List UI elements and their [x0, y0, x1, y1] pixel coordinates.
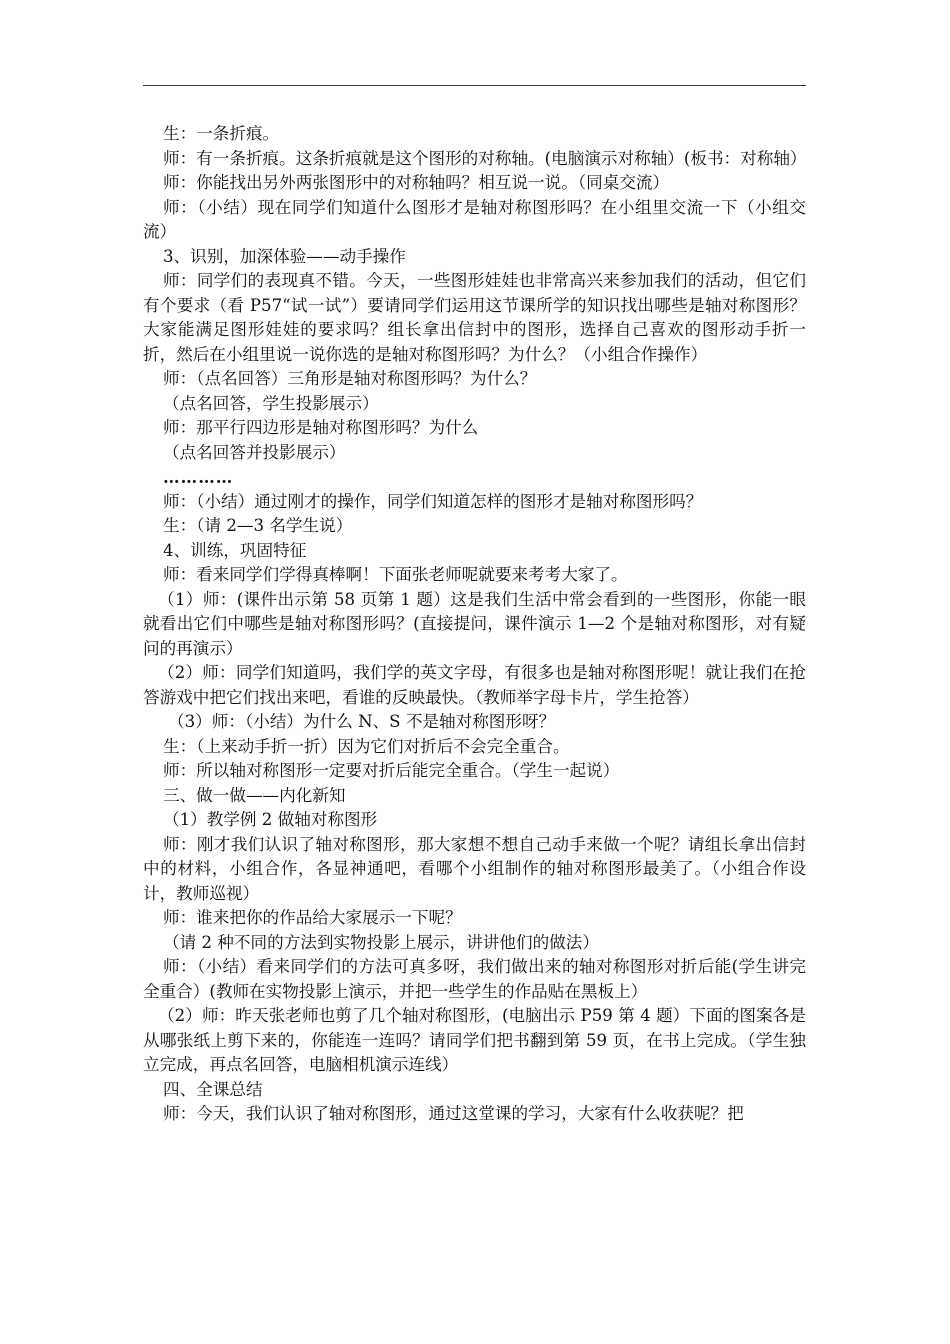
- paragraph: 师：你能找出另外两张图形中的对称轴吗？相互说一说。（同桌交流）: [163, 173, 670, 192]
- paragraph: （2）师：昨天张老师也剪了几个轴对称图形，(电脑出示 P59 第 4 题）下面的图案各是从哪张纸上剪下来的，你能连一连吗？请同学们把书翻到第 59 页，在书上完成。（学生独立完成，再点名回答，电脑相机演示连线）: [143, 1006, 806, 1074]
- paragraph: 师：那平行四边形是轴对称图形吗？为什么: [163, 418, 479, 437]
- paragraph: （请 2 种不同的方法到实物投影上展示，讲讲他们的做法）: [163, 932, 599, 952]
- paragraph: 师：（小结）通过刚才的操作，同学们知道怎样的图形才是轴对称图形吗？: [163, 491, 703, 511]
- paragraph: 师：（点名回答）三角形是轴对称图形吗？为什么？: [163, 369, 537, 388]
- paragraph: （点名回答并投影展示）: [163, 442, 346, 462]
- paragraph: 生：一条折痕。: [163, 124, 280, 143]
- section-heading: 三、做一做——内化新知: [163, 785, 346, 805]
- paragraph: （3）师：（小结）为什么 N、S 不是轴对称图形呀？: [168, 712, 556, 731]
- paragraph: 师：谁来把你的作品给大家展示一下呢？: [163, 908, 462, 927]
- paragraph: 师：（小结）现在同学们知道什么图形才是轴对称图形吗？在小组里交流一下（小组交流）: [143, 197, 806, 241]
- header-rule: [143, 85, 806, 86]
- document-body: [143, 122, 806, 1127]
- paragraph: （2）师：同学们知道吗，我们学的英文字母，有很多也是轴对称图形呢！就让我们在抢答游戏中把它们找出来吧，看谁的反映最快。（教师举字母卡片，学生抢答）: [143, 663, 806, 707]
- ellipsis-line: …………: [163, 467, 234, 487]
- paragraph: 师：所以轴对称图形一定要对折后能完全重合。（学生一起说）: [163, 761, 620, 780]
- paragraph: 生：（上来动手折一折）因为它们对折后不会完全重合。: [163, 736, 570, 756]
- paragraph: 师：同学们的表现真不错。今天，一些图形娃娃也非常高兴来参加我们的活动，但它们有个要求（看 P57“试一试”）要请同学们运用这节课所学的知识找出哪些是轴对称图形？大家能满足图形娃娃的要求吗？组长拿出信封中的图形，选择自己喜欢的图形动手折一折，然后在小组里说一说你选的是轴对称图形吗？为什么？（小组合作操作）: [143, 271, 806, 364]
- paragraph: 师：刚才我们认识了轴对称图形，那大家想不想自己动手来做一个呢？请组长拿出信封中的材料，小组合作，各显神通吧，看哪个小组制作的轴对称图形最美了。（小组合作设计，教师巡视）: [143, 834, 806, 903]
- paragraph: （1）师：(课件出示第 58 页第 1 题）这是我们生活中常会看到的一些图形，你能一眼就看出它们中哪些是轴对称图形吗？(直接提问，课件演示 1—2 个是轴对称图形，对有疑问的再演示）: [143, 589, 806, 658]
- paragraph: 师：（小结）看来同学们的方法可真多呀，我们做出来的轴对称图形对折后能(学生讲完全重合）(教师在实物投影上演示，并把一些学生的作品贴在黑板上）: [143, 957, 806, 1001]
- section-heading: 4、训练，巩固特征: [163, 540, 307, 560]
- paragraph: （1）教学例 2 做轴对称图形: [163, 810, 378, 829]
- paragraph: （点名回答，学生投影展示）: [163, 393, 379, 413]
- section-heading: 四、全课总结: [163, 1079, 263, 1099]
- section-heading: 3、识别，加深体验——动手操作: [163, 246, 406, 266]
- paragraph: 师：有一条折痕。这条折痕就是这个图形的对称轴。(电脑演示对称轴）(板书：对称轴）: [163, 148, 807, 168]
- paragraph: 生：（请 2—3 名学生说）: [163, 516, 353, 535]
- paragraph: 师：看来同学们学得真棒啊！下面张老师呢就要来考考大家了。: [163, 565, 628, 584]
- paragraph: 师：今天，我们认识了轴对称图形，通过这堂课的学习，大家有什么收获呢？把: [163, 1104, 744, 1123]
